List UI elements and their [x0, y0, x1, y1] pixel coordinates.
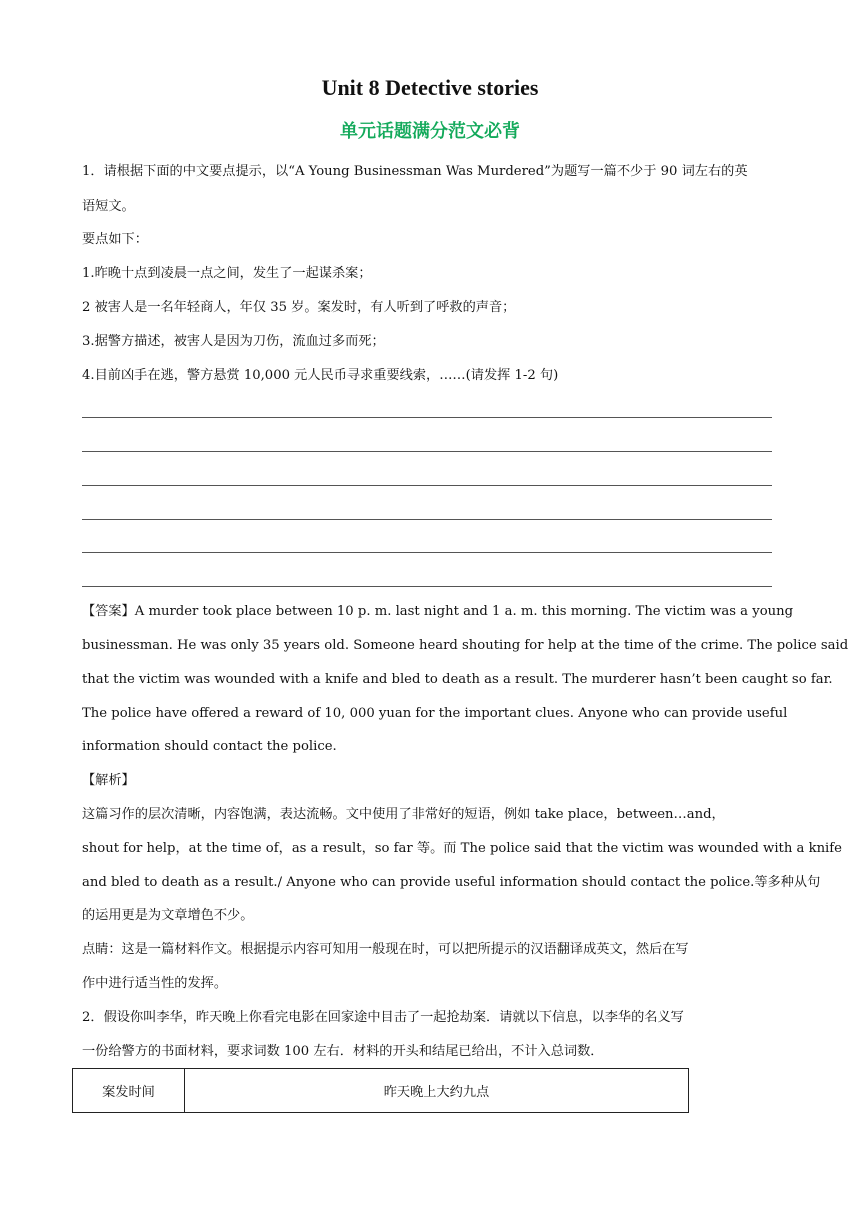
analysis-text-1: 这篇习作的层次清晰，内容饱满，表达流畅。文中使用了非常好的短语，例如 take place，between…and，	[82, 807, 725, 822]
table-row	[73, 1069, 689, 1113]
answer-line-3	[82, 485, 772, 486]
page-subtitle: 单元话题满分范文必背	[340, 121, 520, 142]
analysis-text-4: 的运用更是为文章增色不少。	[82, 908, 254, 923]
answer-line-1	[82, 417, 772, 418]
analysis-text-3: and bled to death as a result./ Anyone who can provide useful information should contact the police.等多种从句	[82, 875, 821, 890]
answer-line-4	[82, 519, 772, 520]
answer-text-3: that the victim was wounded with a knife and bled to death as a result. The murderer hasn’t been caught so far.	[82, 672, 833, 687]
answer-text-1: A murder took place between 10 p. m. last night and 1 a. m. this morning. The victim was a young	[134, 604, 794, 619]
question-2-line-2: 一份给警方的书面材料，要求词数 100 左右．材料的开头和结尾已给出，不计入总词数．	[82, 1044, 604, 1059]
table-cell-label: 案发时间	[73, 1069, 185, 1113]
answer-line-5	[82, 552, 772, 553]
analysis-label: 【解析】	[82, 773, 135, 788]
answer-text-4: The police have offered a reward of 10, 000 yuan for the important clues. Anyone who can provide useful	[82, 706, 788, 721]
point-4: 4.目前凶手在逃，警方悬赏 10,000 元人民币寻求重要线索，……(请发挥 1-2 句)	[82, 368, 559, 383]
point-1: 1.昨晚十点到凌晨一点之间，发生了一起谋杀案；	[82, 266, 372, 281]
page-title: Unit 8 Detective stories	[321, 75, 539, 100]
info-table	[72, 1068, 689, 1113]
points-header: 要点如下：	[82, 232, 148, 247]
answer-line-2	[82, 451, 772, 452]
table-cell-value: 昨天晚上大约九点	[185, 1069, 689, 1113]
answer-label: 【答案】	[82, 604, 135, 619]
question-2-line-1: 2．假设你叫李华，昨天晚上你看完电影在回家途中目击了一起抢劫案．请就以下信息，以李华的名义写	[82, 1010, 684, 1025]
analysis-text-5: 点睛：这是一篇材料作文。根据提示内容可知用一般现在时，可以把所提示的汉语翻译成英文，然后在写	[82, 942, 689, 957]
analysis-text-2: shout for help，at the time of，as a result，so far 等。而 The police said that the victim was wounded with a knife	[82, 841, 842, 856]
answer-text-2: businessman. He was only 35 years old. Someone heard shouting for help at the time of the crime. The police said	[82, 638, 849, 653]
point-3: 3.据警方描述，被害人是因为刀伤，流血过多而死；	[82, 334, 385, 349]
question-1-line-1: 1．请根据下面的中文要点提示，以“A Young Businessman Was Murdered”为题写一篇不少于 90 词左右的英	[82, 164, 748, 179]
answer-line-6	[82, 586, 772, 587]
answer-text-5: information should contact the police.	[82, 739, 337, 754]
answer-line-text-1	[82, 603, 794, 621]
question-1-line-2: 语短文。	[82, 199, 135, 214]
point-2: 2 被害人是一名年轻商人，年仅 35 岁。案发时，有人听到了呼救的声音；	[82, 300, 516, 315]
analysis-text-6: 作中进行适当性的发挥。	[82, 976, 228, 991]
